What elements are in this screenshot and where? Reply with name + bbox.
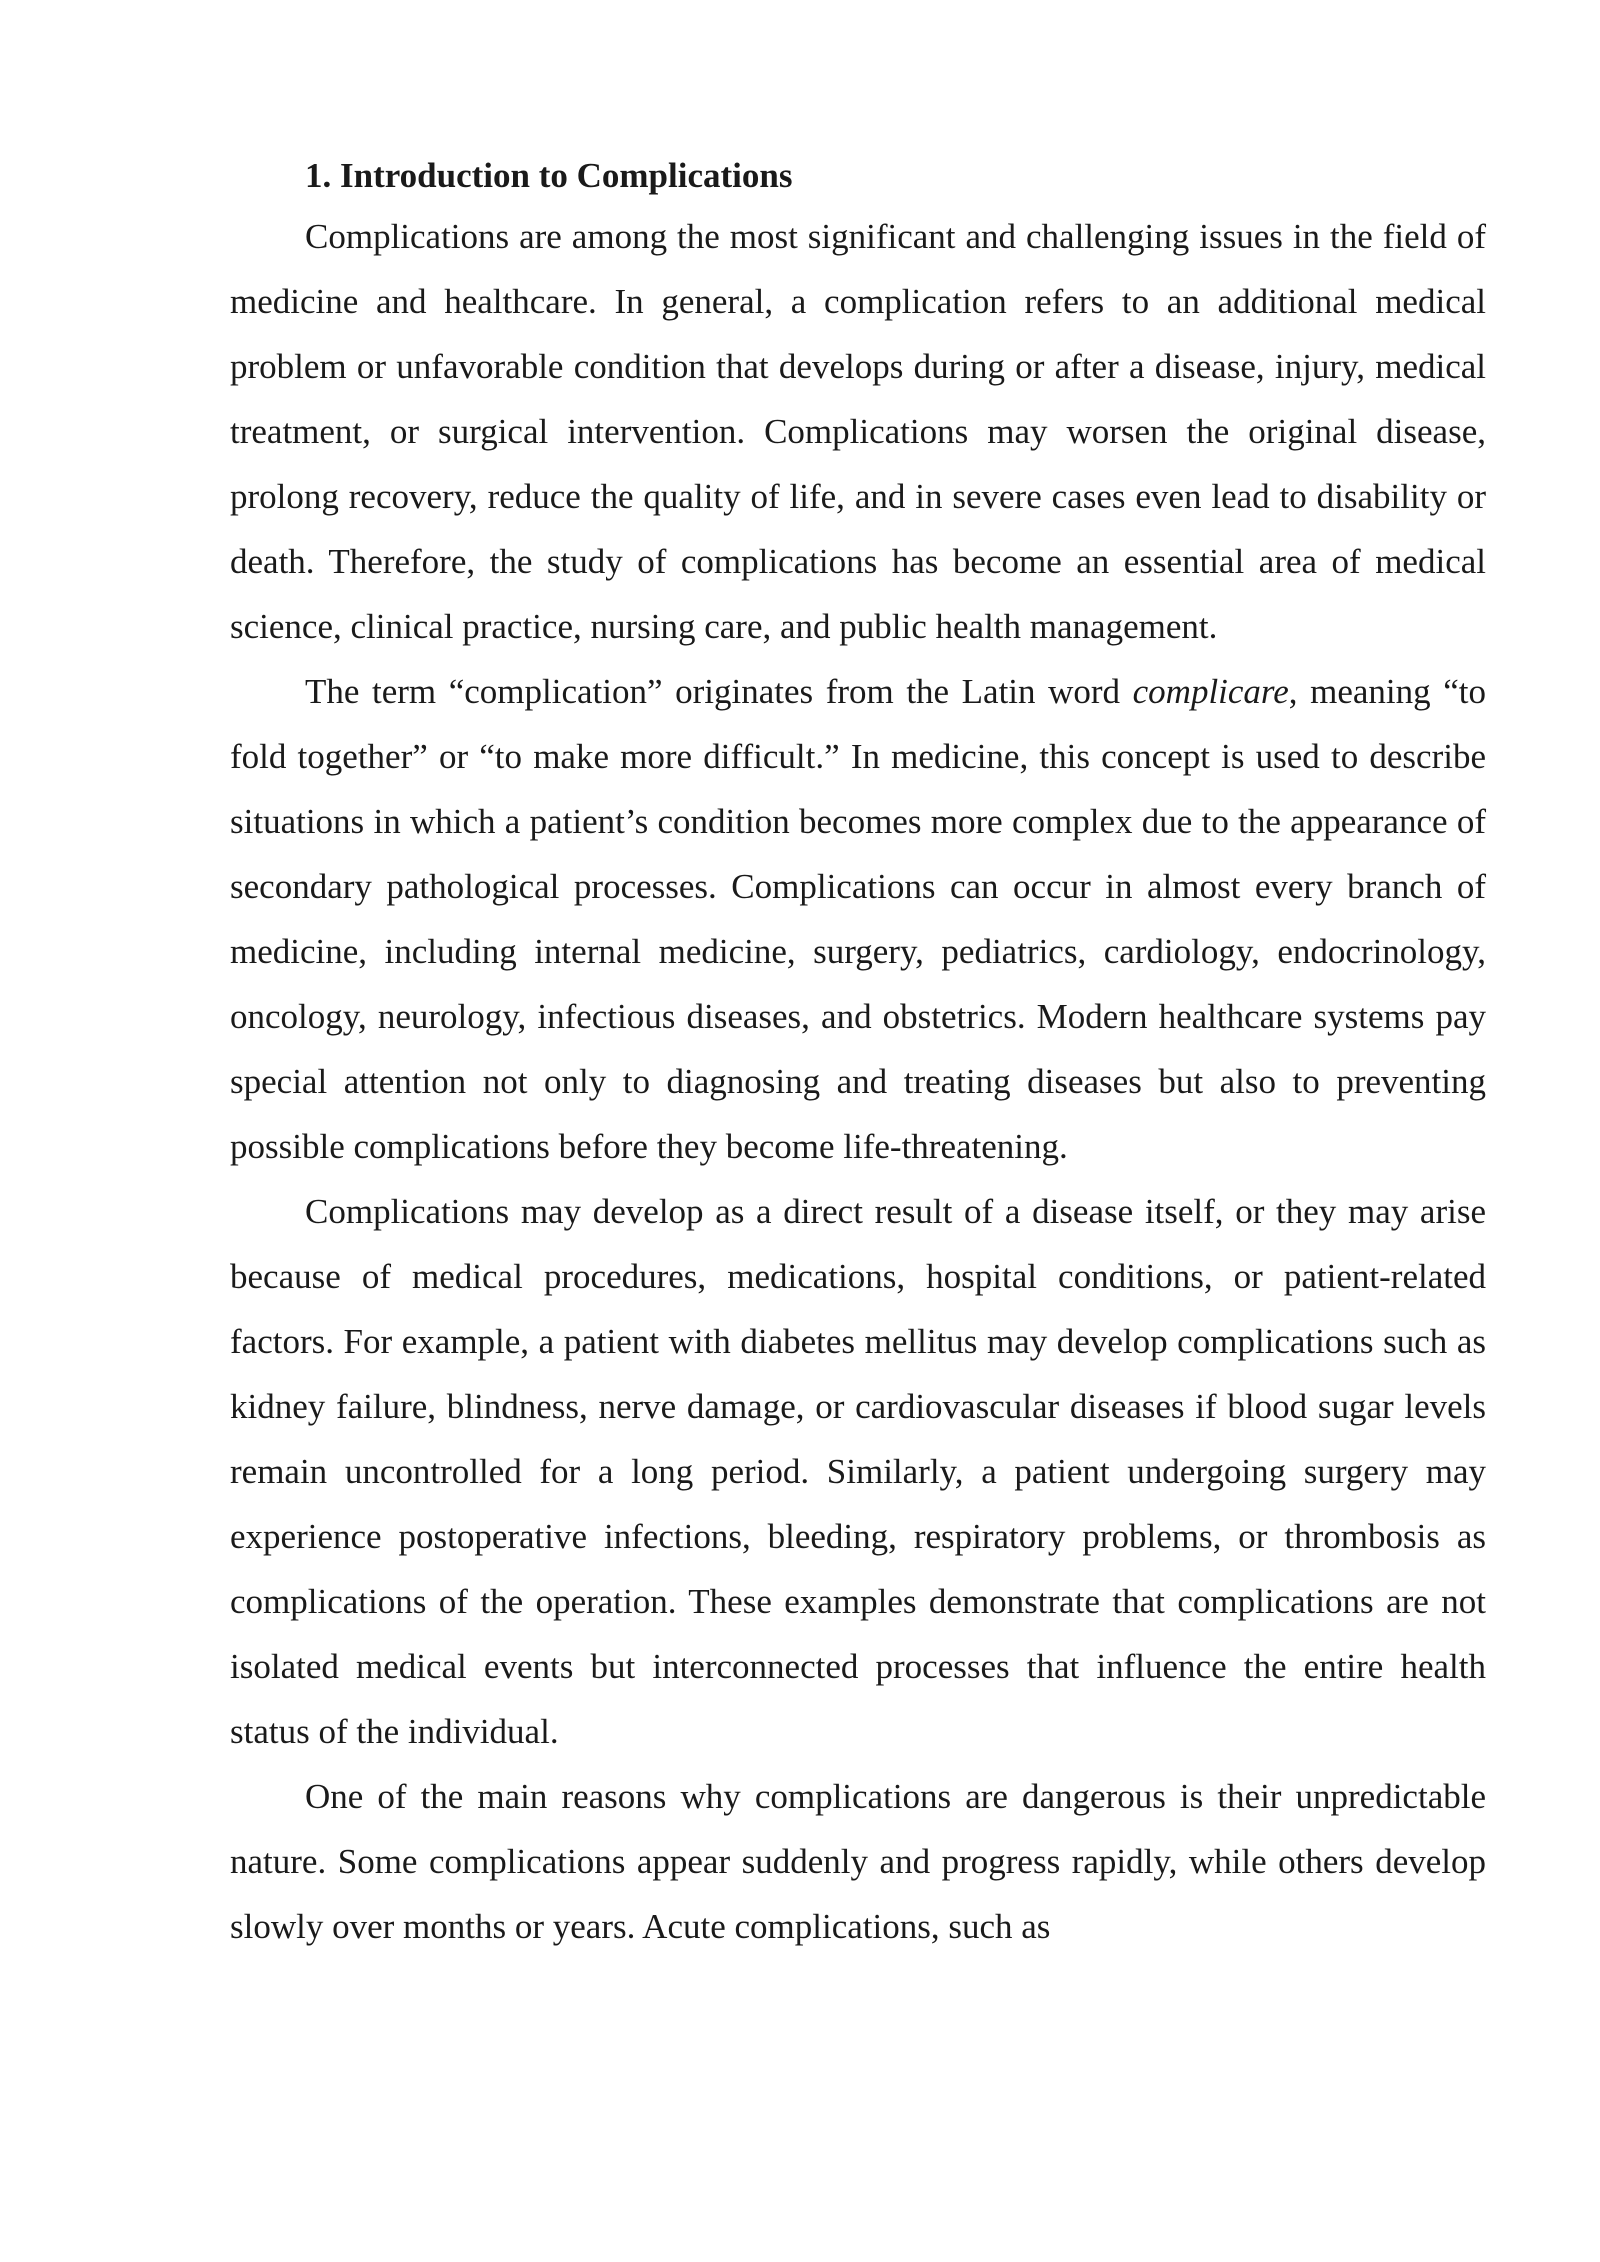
paragraph-2-text-start: The term “complication” originates from the Latin word [305, 672, 1133, 711]
latin-term: complicare [1132, 672, 1289, 711]
paragraph-3: Complications may develop as a direct result of a disease itself, or they may arise because of medical procedures, medications, hospital conditions, or patient-related factors. For example, a patient with diabetes mellitus may develop complications such as kidney failure, blindness, nerve damage, or cardiovascular diseases if blood sugar levels remain uncontrolled for a long period. Similarly, a patient undergoing surgery may experience postoperative infections, bleeding, respiratory problems, or thrombosis as complications of the operation. These examples demonstrate that complications are not isolated medical events but interconnected processes that influence the entire health status of the individual. [230, 1192, 1486, 1751]
paragraph-2-text-end: , meaning “to fold together” or “to make more difficult.” In medicine, this concept is used to describe situations in which a patient’s condition becomes more complex due to the appearance of secondary pathological processes. Complications can occur in almost every branch of medicine, including internal medicine, surgery, pediatrics, cardiology, endocrinology, oncology, neurology, infectious diseases, and obstetrics. Modern healthcare systems pay special attention not only to diagnosing and treating diseases but also to preventing possible complications before they become life-threatening. [230, 672, 1486, 1166]
paragraph-1: Complications are among the most significant and challenging issues in the field of medicine and healthcare. In general, a complication refers to an additional medical problem or unfavorable condition that develops during or after a disease, injury, medical treatment, or surgical intervention. Complications may worsen the original disease, prolong recovery, reduce the quality of life, and in severe cases even lead to disability or death. Therefore, the study of complications has become an essential area of medical science, clinical practice, nursing care, and public health management. [230, 217, 1486, 646]
paragraph-4: One of the main reasons why complications are dangerous is their unpredictable nature. Some complications appear suddenly and progress rapidly, while others develop slowly over months or years. Acute complications, such as [230, 1777, 1486, 1946]
section-heading: 1. Introduction to Complications [305, 156, 793, 195]
paragraph-2 [230, 659, 1486, 1179]
document-page [230, 148, 1486, 1959]
